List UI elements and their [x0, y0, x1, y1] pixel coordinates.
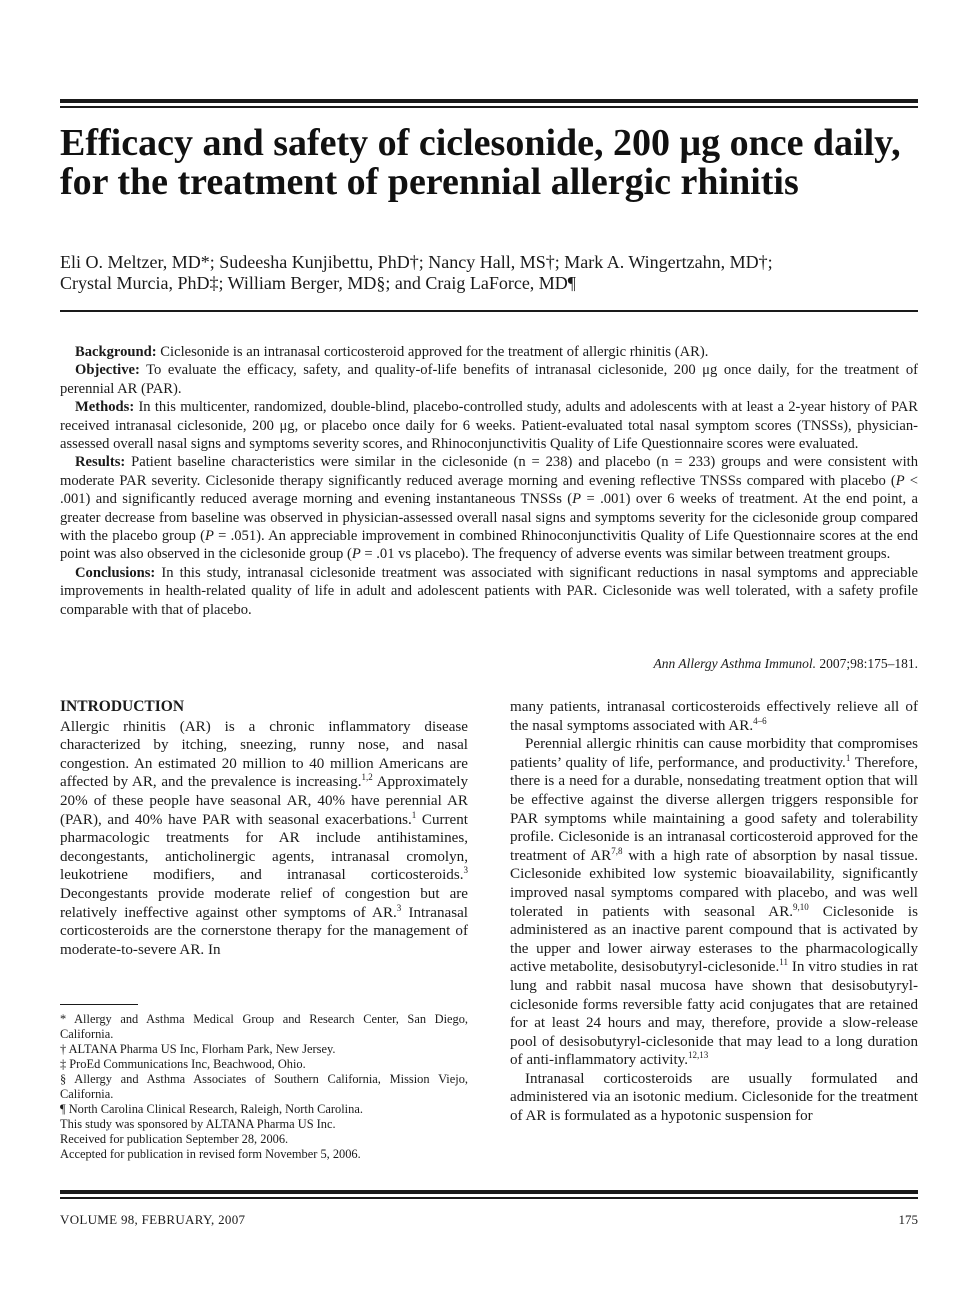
page-number: 175	[898, 1212, 918, 1227]
p-symbol: P	[572, 491, 582, 508]
top-rule	[60, 99, 918, 103]
abstract-results	[60, 453, 918, 563]
citation-ref: 4–6	[753, 715, 767, 726]
footnote: ¶ North Carolina Clinical Research, Raleigh, North Carolina.	[60, 1102, 363, 1116]
citation-ref: 9,10	[793, 901, 809, 912]
methods-text: In this multicenter, randomized, double-blind, placebo-controlled study, adults and adolescents with at least a 2-year history of PAR received intranasal ciclesonide, 200 μg, or placebo once daily for 6 weeks. Patient-evaluated total nasal symptom scores (TNSSs), physician-assessed overall nasal signs and symptoms severity scores, and Rhinoconjunctivitis Quality of Life Questionnaire scores were evaluated.	[60, 399, 918, 453]
authors-rule	[60, 310, 918, 312]
text-span: many patients, intranasal corticosteroids effectively relieve all of the nasal symptoms associated with AR.	[510, 699, 918, 734]
abstract-background	[60, 343, 918, 361]
body-paragraph: Intranasal corticosteroids are usually formulated and administered via an isotonic medium. Ciclesonide for the treatment of AR is formulated as a hypotonic suspension for	[510, 1070, 918, 1125]
author-list	[60, 252, 918, 294]
results-text: < .001) and significantly reduced average morning and evening instantaneous TNSSs (	[60, 472, 918, 508]
footnote: Received for publication September 28, 2006.	[60, 1132, 289, 1146]
citation-ref: 3	[396, 902, 402, 913]
results-text: = .001) over 6 weeks of treatment. At the end point, a greater decrease from baseline was observed in physician-assessed overall nasal signs and symptoms severity for the ciclesonide group compared with the placebo group (	[60, 491, 918, 545]
footer-volume: VOLUME 98, FEBRUARY, 2007	[60, 1212, 246, 1227]
citation-ref: 1	[845, 752, 851, 763]
citation-details: 2007;98:175–181.	[815, 656, 918, 671]
top-rule-thin	[60, 106, 918, 108]
citation-ref: 12,13	[688, 1050, 709, 1061]
citation-ref: 1	[411, 809, 417, 820]
footnote: † ALTANA Pharma US Inc, Florham Park, New Jersey.	[60, 1042, 336, 1056]
text-span: In vitro studies in rat lung and rabbit nasal mucosa have shown that desisobutyryl-ciclesonide forms reversible fatty acid conjugates that are retained for at least 24 hours and may, therefore, provide a slow-release pool of desisobutyryl-ciclesonide that may lead to a long duration of anti-inflammatory activity.	[510, 959, 918, 1069]
objective-text: To evaluate the efficacy, safety, and quality-of-life benefits of intranasal ciclesonide, 200 μg once daily, for the treatment of perennial AR (PAR).	[60, 362, 918, 397]
results-text: Patient baseline characteristics were similar in the ciclesonide (n = 238) and placebo (n = 233) groups and were consistent with moderate PAR severity. Ciclesonide therapy significantly reduced average morning and evening reflective TNSSs compared with placebo (	[60, 454, 918, 489]
citation	[653, 656, 918, 672]
text-span: with a high rate of absorption by nasal tissue. Ciclesonide exhibited low systemic bioavailability, significantly improved nasal symptoms compared with placebo, and was well tolerated in patients with seasonal AR.	[510, 847, 918, 920]
article-title: Efficacy and safety of ciclesonide, 200 μg once daily, for the treatment of perennial allergic rhinitis	[60, 122, 901, 203]
p-symbol: P	[895, 472, 905, 489]
abstract	[60, 343, 918, 619]
bottom-rule	[60, 1190, 918, 1194]
bottom-rule-thin	[60, 1197, 918, 1199]
conclusions-label: Conclusions:	[75, 564, 156, 581]
text-span: Current pharmacologic treatments for AR include antihistamines, decongestants, anticholinergic agents, intranasal cromolyn, leukotriene modifiers, and intranasal corticosteroids.	[60, 811, 468, 884]
p-symbol: P	[204, 528, 214, 545]
text-span: Ciclesonide is administered as an inactive parent compound that is activated by the upper and lower airway esterases to the pharmacologically active metabolite, desisobutyryl-ciclesonide.	[510, 903, 918, 976]
background-label: Background:	[75, 344, 157, 360]
right-column	[510, 698, 918, 1126]
text-span: Intranasal corticosteroids are the cornerstone therapy for the management of moderate-to-severe AR. In	[60, 904, 468, 958]
footnote: § Allergy and Asthma Associates of Southern California, Mission Viejo, California.	[60, 1072, 468, 1101]
text-span: Therefore, there is a need for a durable, nonsedating treatment option that will be effective against the diverse allergen triggers responsible for PAR symptoms while maintaining a good safety and tolerability profile. Ciclesonide is an intranasal corticosteroid approved for the treatment of AR	[510, 754, 918, 864]
text-span: Allergic rhinitis (AR) is a chronic inflammatory disease characterized by itching, sneezing, runny nose, and nasal congestion. An estimated 20 million to 40 million Americans are affected by AR, and the prevalence is increasing.	[60, 718, 468, 791]
body-paragraph	[510, 735, 918, 1070]
footnote-rule	[60, 1004, 138, 1005]
body-paragraph	[510, 698, 918, 735]
author-line-1: Eli O. Meltzer, MD*; Sudeesha Kunjibettu, PhD†; Nancy Hall, MS†; Mark A. Wingertzahn, MD†;	[60, 252, 773, 272]
text-span: Perennial allergic rhinitis can cause morbidity that compromises patients’ quality of life, performance, and productivity.	[510, 736, 918, 771]
intro-paragraph	[60, 718, 468, 960]
citation-ref: 11	[779, 957, 788, 968]
footnote: This study was sponsored by ALTANA Pharma US Inc.	[60, 1117, 336, 1131]
citation-ref: 1,2	[361, 772, 373, 783]
left-column	[60, 698, 468, 959]
text-span: Decongestants provide moderate relief of congestion but are relatively ineffective against other symptoms of AR.	[60, 885, 468, 921]
conclusions-text: In this study, intranasal ciclesonide treatment was associated with significant reductions in nasal symptoms and appreciable improvements in health-related quality of life in adult and adolescent patients with PAR. Ciclesonide was well tolerated, with a safety profile comparable with that of placebo.	[60, 564, 918, 618]
results-label: Results:	[75, 454, 126, 471]
citation-journal: Ann Allergy Asthma Immunol.	[653, 656, 816, 671]
results-text: = .051). An appreciable improvement in combined Rhinoconjunctivitis Quality of Life Questionnaire scores at the end point was also observed in the ciclesonide group (	[60, 528, 918, 563]
p-symbol: P	[351, 546, 361, 563]
footnote: * Allergy and Asthma Medical Group and Research Center, San Diego, California.	[60, 1012, 468, 1041]
text-span: Approximately 20% of these people have seasonal AR, 40% have perennial AR (PAR), and 40% have PAR with seasonal exacerbations.	[60, 774, 468, 828]
objective-label: Objective:	[75, 362, 140, 379]
results-text: = .01 vs placebo). The frequency of adverse events was similar between treatment groups.	[360, 546, 891, 563]
footnote: ‡ ProEd Communications Inc, Beachwood, Ohio.	[60, 1057, 306, 1071]
abstract-methods	[60, 398, 918, 453]
section-heading-introduction: INTRODUCTION	[60, 698, 185, 715]
footnote: Accepted for publication in revised form November 5, 2006.	[60, 1147, 361, 1161]
citation-ref: 3	[463, 865, 468, 876]
abstract-conclusions	[60, 564, 918, 619]
footnotes	[60, 1012, 468, 1162]
methods-label: Methods:	[75, 399, 135, 416]
citation-ref: 7,8	[611, 845, 623, 856]
author-line-2: Crystal Murcia, PhD‡; William Berger, MD§; and Craig LaForce, MD¶	[60, 273, 576, 293]
abstract-objective	[60, 361, 918, 398]
background-text: Ciclesonide is an intranasal corticosteroid approved for the treatment of allergic rhinitis (AR).	[156, 344, 709, 360]
